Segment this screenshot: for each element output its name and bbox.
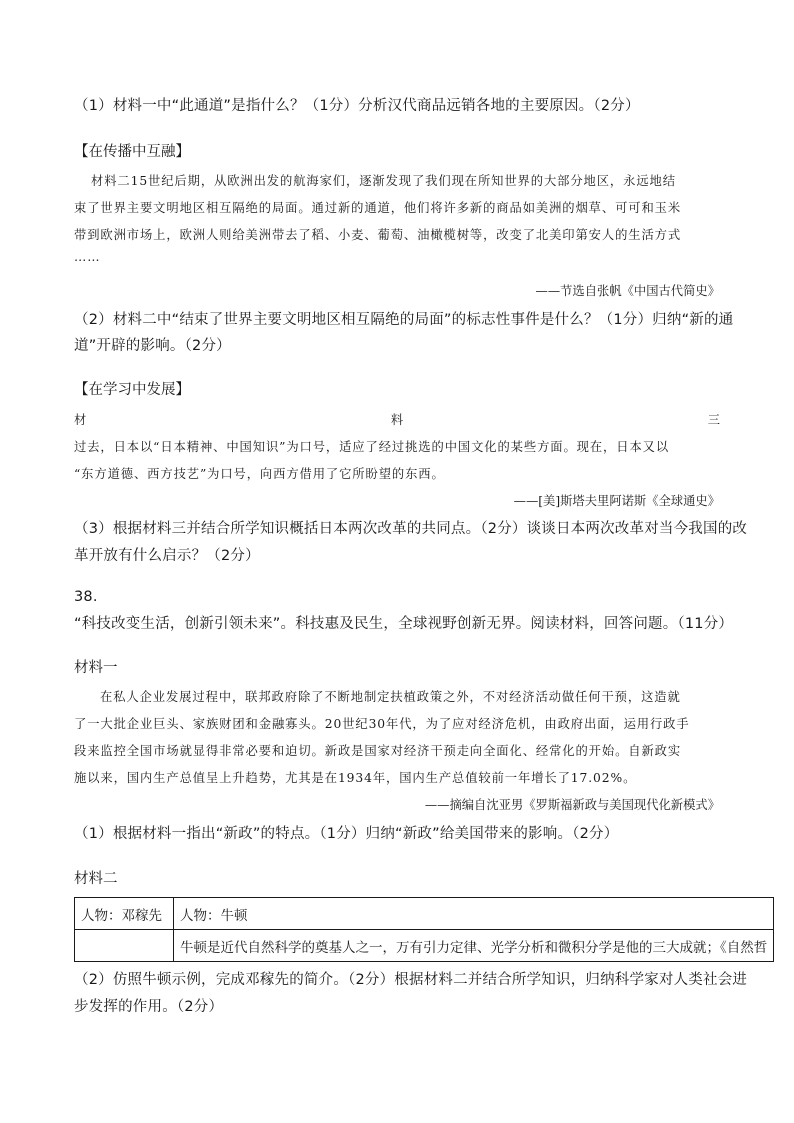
material-2-line-1: 材料二15世纪后期，从欧洲出发的航海家们，逐渐发现了我们现在所知世界的大部分地区，永远地结: [91, 174, 676, 188]
material-3-char-2: 料: [390, 413, 404, 427]
table-header-newton: 人物：牛顿: [174, 898, 774, 930]
material-1-label: 材料一: [74, 660, 118, 676]
table-row: [75, 930, 774, 962]
material-3-source: ——[美]斯塔夫里阿诺斯《全球通史》: [513, 494, 720, 508]
table-cell-newton-bio: 牛顿是近代自然科学的奠基人之一，万有引力定律、光学分析和微积分学是他的三大成就；《自然哲: [174, 930, 774, 962]
question-38-number: 38.: [74, 589, 98, 605]
material-3-line-2: 过去，日本以“日本精神、中国知识”为口号，适应了经过挑选的中国文化的某些方面。现在，日本又以: [74, 440, 670, 454]
question-2-line-1: （2）材料二中“结束了世界主要文明地区相互隔绝的局面”的标志性事件是什么？（1分）归纳“新的通: [74, 312, 734, 328]
table-header-deng: 人物：邓稼先: [75, 898, 174, 930]
question-3-line-1: （3）根据材料三并结合所学知识概括日本两次改革的共同点。（2分）谈谈日本两次改革对当今我国的改: [74, 521, 748, 537]
material-1-line-3: 段来监控全国市场就显得非常必要和迫切。新政是国家对经济干预走向全面化、经常化的开始。自新政实: [74, 744, 682, 758]
section-heading-communication: 【在传播中互融】: [74, 144, 190, 160]
material-2-line-4: ……: [74, 250, 101, 264]
material-2-line-2: 束了世界主要文明地区相互隔绝的局面。通过新的通道，他们将许多新的商品如美洲的烟草、可可和玉米: [74, 201, 682, 215]
question-38-part-2-line-2: 步发挥的作用。（2分）: [74, 999, 224, 1015]
material-1-source: ——摘编自沈亚男《罗斯福新政与美国现代化新模式》: [424, 798, 720, 812]
material-1-line-4: 施以来，国内生产总值呈上升趋势，尤其是在1934年，国内生产总值较前一年增长了17.02%。: [74, 771, 637, 785]
scientist-table: [74, 897, 774, 962]
material-1-line-2: 了一大批企业巨头、家族财团和金融寡头。20世纪30年代，为了应对经济危机，由政府出面，运用行政手: [74, 717, 690, 731]
material-1-line-1: 在私人企业发展过程中，联邦政府除了不断地制定扶植政策之外，不对经济活动做任何干预，这造就: [100, 690, 681, 704]
table-header-row: [75, 898, 774, 930]
table-cell-deng-bio: [75, 930, 174, 962]
section-heading-learning: 【在学习中发展】: [74, 382, 190, 398]
question-38-part-2-line-1: （2）仿照牛顿示例，完成邓稼先的简介。（2分）根据材料二并结合所学知识，归纳科学家对人类社会进: [74, 972, 748, 988]
question-1: （1）材料一中“此通道”是指什么？（1分）分析汉代商品远销各地的主要原因。（2分）: [74, 98, 640, 114]
question-3-line-2: 革开放有什么启示？（2分）: [74, 548, 260, 564]
material-3-char-3: 三: [707, 413, 720, 427]
question-2-line-2: 道”开辟的影响。（2分）: [74, 338, 231, 354]
material-2b-label: 材料二: [74, 871, 118, 887]
material-2-source: ——节选自张帆《中国古代简史》: [535, 284, 720, 298]
material-3-line-3: “东方道德、西方技艺”为口号，向西方借用了它所盼望的东西。: [74, 467, 445, 481]
question-38-intro: “科技改变生活，创新引领未来”。科技惠及民生，全球视野创新无界。阅读材料，回答问题。（11分）: [74, 616, 734, 632]
material-3-char-1: 材: [74, 413, 87, 427]
material-2-line-3: 带到欧洲市场上，欧洲人则给美洲带去了稻、小麦、葡萄、油橄榄树等，改变了北美印第安人的生活方式: [74, 228, 682, 242]
question-38-part-1: （1）根据材料一指出“新政”的特点。（1分）归纳“新政”给美国带来的影响。（2分）: [74, 826, 619, 842]
